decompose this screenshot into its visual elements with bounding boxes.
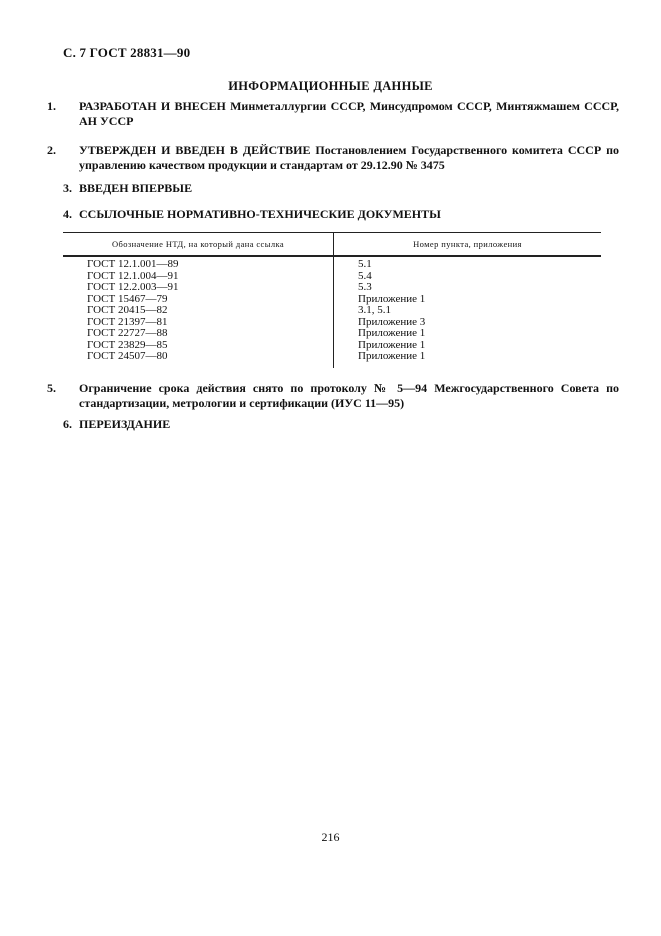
info-item-1 bbox=[47, 99, 620, 129]
table-row bbox=[63, 282, 601, 294]
column-header-document: Обозначение НТД, на который дана ссылка bbox=[63, 233, 334, 257]
item-text: Ограничение срока действия снято по протоколу № 5—94 Межгосударственного Совета по стандартизации, метрологии и сертификации (ИУС 11—95) bbox=[79, 381, 619, 410]
document-cell: ГОСТ 22727—88 bbox=[63, 328, 334, 340]
clause-cell: Приложение 1 bbox=[358, 338, 426, 351]
document-cell: ГОСТ 12.2.003—91 bbox=[63, 282, 334, 294]
reference-documents-table bbox=[63, 232, 601, 368]
clause-cell: 5.4 bbox=[358, 269, 372, 282]
item-number: 3. bbox=[63, 181, 72, 195]
document-cell: ГОСТ 20415—82 bbox=[63, 305, 334, 317]
clause-cell: 3.1, 5.1 bbox=[358, 304, 391, 316]
item-text: Постановлением Государственного комитета СССР по управлению качеством продукции и стандартам от 29.12.90 № 3475 bbox=[79, 143, 620, 172]
section-title: ИНФОРМАЦИОННЫЕ ДАННЫЕ bbox=[228, 79, 433, 93]
item-number: 2. bbox=[47, 143, 56, 157]
item-heading: ПЕРЕИЗДАНИЕ bbox=[79, 417, 171, 431]
table-row bbox=[63, 305, 601, 317]
clause-cell: Приложение 1 bbox=[358, 327, 426, 339]
document-cell: ГОСТ 21397—81 bbox=[63, 317, 334, 329]
document-cell: ГОСТ 24507—80 bbox=[63, 351, 334, 368]
info-item-3 bbox=[63, 181, 603, 196]
column-header-clause: Номер пункта, приложения bbox=[334, 233, 602, 257]
info-item-2 bbox=[47, 143, 620, 173]
clause-cell: 5.3 bbox=[358, 281, 372, 293]
info-item-5 bbox=[47, 381, 619, 411]
document-cell: ГОСТ 23829—85 bbox=[63, 340, 334, 352]
table-row bbox=[63, 328, 601, 340]
clause-cell: Приложение 1 bbox=[358, 292, 426, 305]
info-item-4 bbox=[63, 207, 603, 222]
item-heading: УТВЕРЖДЕН И ВВЕДЕН В ДЕЙСТВИЕ bbox=[79, 143, 311, 157]
table-row bbox=[63, 351, 601, 368]
table-row bbox=[63, 256, 601, 271]
item-heading: ССЫЛОЧНЫЕ НОРМАТИВНО-ТЕХНИЧЕСКИЕ ДОКУМЕНТЫ bbox=[79, 207, 441, 221]
item-heading: РАЗРАБОТАН И ВНЕСЕН bbox=[79, 99, 226, 113]
clause-cell: 5.1 bbox=[358, 258, 372, 270]
page-number: 216 bbox=[321, 830, 340, 844]
document-cell: ГОСТ 12.1.004—91 bbox=[63, 271, 334, 283]
table-header-row bbox=[63, 233, 601, 257]
page-header: С. 7 ГОСТ 28831—90 bbox=[63, 45, 191, 60]
item-number: 4. bbox=[63, 207, 72, 221]
item-number: 1. bbox=[47, 99, 56, 113]
item-number: 5. bbox=[47, 381, 56, 395]
item-text: Минметаллургии СССР, Минсудпромом СССР, Минтяжмашем СССР, АН УССР bbox=[79, 99, 620, 128]
clause-cell: Приложение 1 bbox=[358, 350, 426, 362]
item-heading: ВВЕДЕН ВПЕРВЫЕ bbox=[79, 181, 193, 195]
document-cell: ГОСТ 15467—79 bbox=[63, 294, 334, 306]
item-number: 6. bbox=[63, 417, 72, 431]
info-item-6 bbox=[63, 417, 603, 432]
document-cell: ГОСТ 12.1.001—89 bbox=[63, 256, 334, 271]
clause-cell: Приложение 3 bbox=[358, 315, 426, 328]
